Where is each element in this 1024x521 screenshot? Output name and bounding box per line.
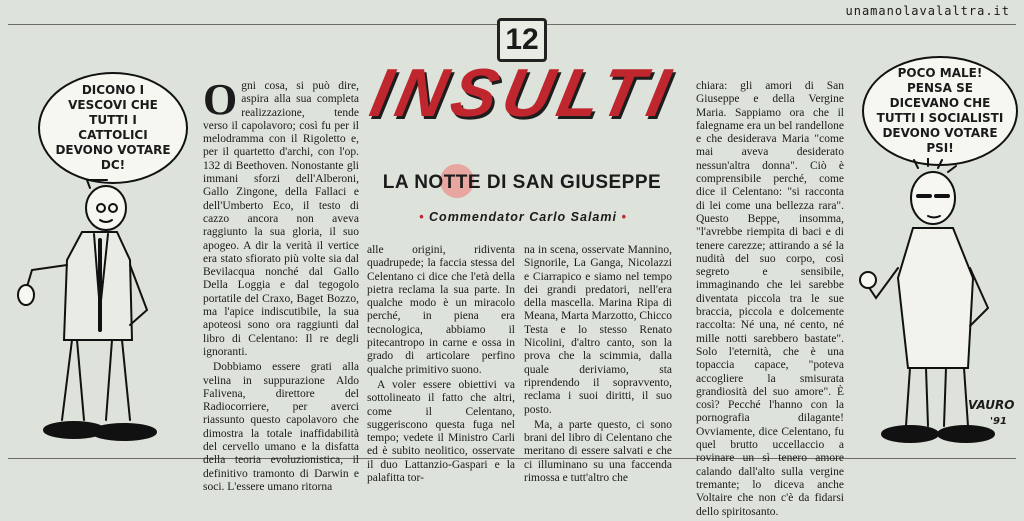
article-column-2 [367,244,515,487]
col3-paragraph-1: na in scena, osservate Mannino, Signorile, La Ganga, Nicolazzi e Ciarrapico e siamo nel tempo dei grandi predatori, nell'era della mascella. Marina Ripa di Meana, Marta Marzotto, Chicco Testa e lo stesso Renato Nicolini, d'altro canto, son la prova che la scimmia, dalla quale deriviamo, sta riprendendo il sopravvento, reclama i suoi diritti, il suo posto. [524,244,672,416]
article-column-3 [524,244,672,487]
article-column-4 [696,80,844,521]
artist-signature: VAURO [968,398,1015,412]
page-number: 12 [497,18,547,62]
headline-title: INSULTI [364,55,682,131]
right-man-drawing [858,158,1018,458]
byline-bullet-right: • [621,210,627,224]
byline-bullet-left: • [419,210,425,224]
byline [368,210,678,224]
col3-paragraph-2: Ma, a parte questo, ci sono brani del libro di Celentano che meritano di essere salvati e che ci illuminano su una faccenda rimossa e tutt'altro che [524,418,672,485]
left-speech-bubble: DICONO I VESCOVI CHE TUTTI I CATTOLICI DEVONO VOTARE DC! [38,72,188,184]
col1-p1-text: gni cosa, si può dire, aspira alla sua completa realizzazione, tende verso il capolavoro; così fu per il melodramma con il Rigoletto e, per il quartetto d'archi, con l'op. 132 di Beethoven. Nonostante gli immani sforzi dell'Alberoni, Gallo Zingone, della Fallaci e dell'Umberto Eco, il testo di cazzo ancora non aveva raggiunto la sua gloria, il suo apogeo. A dir la verità il vertice era stato sfiorato più volte sia dal Bevilacqua nonché dal Gallo Della Loggia e dal tegogolo portatile del Craxo, Baget Bozzo, ma l'apice indiscutibile, la sua apoteosi sono ora raggiunti dal libro di Celentano: Il re degli ignoranti. [203,80,359,358]
right-speech-bubble: POCO MALE! PENSA SE DICEVANO CHE TUTTI I SOCIALISTI DEVONO VOTARE PSI! [862,56,1018,166]
col2-paragraph-1: alle origini, ridiventa quadrupede; la faccia stessa del Celentano ci dice che l'età della pietra reclama la sua parte. In qualche modo è un miracolo perché, in piena era tecnologica, abbiamo il pitecantropo in carne e ossa in grado di articolare perfino qualche primitivo suono. [367,244,515,376]
dropcap: O [203,75,238,124]
col1-paragraph-1 [203,75,359,359]
byline-author: Commendator Carlo Salami [429,210,617,224]
headline-subtitle: LA NOTTE DI SAN GIUSEPPE [382,172,662,193]
col2-paragraph-2: A voler essere obiettivi va sottolineato il fatto che altri, come il Celentano, suggeriscono questa fuga nel tempo; vedete il Ministro Carli ed è subito neolitico, osservate il duo Lattanzio-Gaspari e la palafitta tor- [367,378,515,485]
left-bishop-drawing [12,170,192,460]
artist-signature-year: '91 [990,416,1007,427]
site-url: unamanolavalaltra.it [845,4,1010,18]
col1-paragraph-2: Dobbiamo essere grati alla velina in suppurazione Aldo Falivena, direttore del Radiocorriere, per averci riassunto questo capolavoro che dimostra la totale inaffidabilità del cervello umano e la disfatta della teoria evoluzionistica, il definitivo tramonto di Darwin e soci. L'essere umano ritorna [203,361,359,493]
col4-paragraph-1: chiara: gli amori di San Giuseppe e della Vergine Maria. Sappiamo ora che il falegname era un bel randellone e che desiderava Maria "come mai aveva desiderato nessun'altra donna". Ciò è comprensibile perché, come dice il Celentano: "si racconta di lei come una bellezza rara". Questo Beppe, insomma, "l'avrebbe riempita di baci e di tenere carezze; attirando a sé la nudità del suo corpo, così segreto e sensibile, immaginando che lei sarebbe diventata piccola tra le sue braccia, piccola e dolcemente raccolta: Né una, né cento, né mille notti sarebbero bastate". Solo l'eternità, che è una topaccia capace, "poteva accogliere la smisurata grandiosità del suo amore". È così? Pecché l'hanno con la pornografia dilagante! Ovviamente, dice Celentano, fu quel brutto uccellaccio a rovinare un sì tenero amore calando dall'alto sulla vergine tremante; lo diceva anche Voltaire che non c'è da fidarsi dello spiritosanto. [696,80,844,518]
article-column-1 [203,75,359,496]
